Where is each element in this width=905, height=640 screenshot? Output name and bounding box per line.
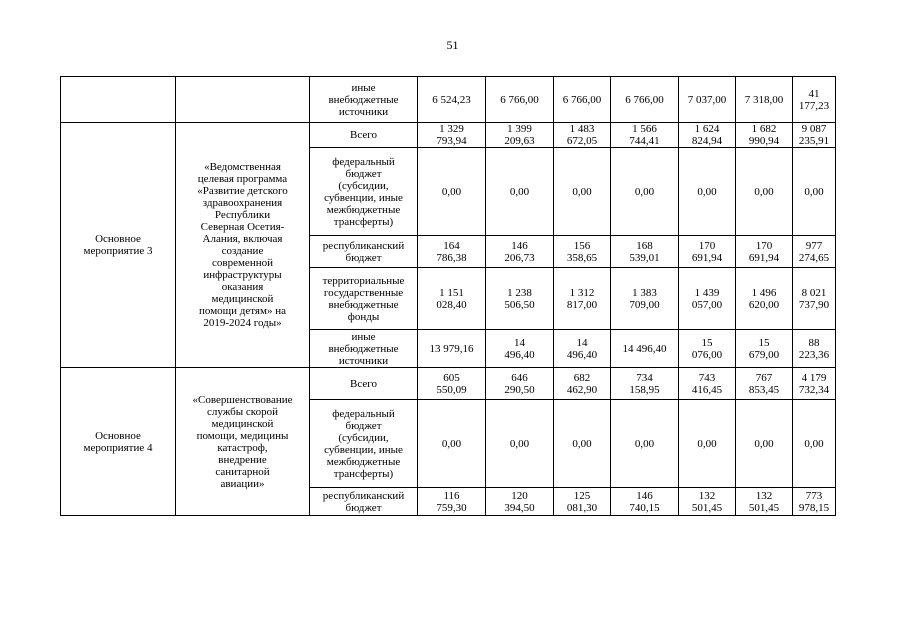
value-cell: 6 766,00: [486, 77, 554, 123]
value-cell: 8 021 737,90: [793, 268, 836, 330]
value-cell: 1 566 744,41: [611, 123, 679, 148]
value-cell: 743 416,45: [679, 368, 736, 400]
program-cell: [176, 77, 310, 123]
value-cell: 1 496 620,00: [736, 268, 793, 330]
value-cell: 7 037,00: [679, 77, 736, 123]
source-cell: иные внебюджетные источники: [310, 330, 418, 368]
value-cell: 682 462,90: [554, 368, 611, 400]
table-row: [61, 368, 836, 400]
table-row: [61, 77, 836, 123]
source-cell: республиканский бюджет: [310, 488, 418, 516]
source-cell: иные внебюджетные источники: [310, 77, 418, 123]
value-cell: 977 274,65: [793, 236, 836, 268]
value-cell: 9 087 235,91: [793, 123, 836, 148]
value-cell: 6 524,23: [418, 77, 486, 123]
value-cell: 734 158,95: [611, 368, 679, 400]
value-cell: 646 290,50: [486, 368, 554, 400]
table-row: [61, 123, 836, 148]
source-cell: республиканский бюджет: [310, 236, 418, 268]
value-cell: 1 483 672,05: [554, 123, 611, 148]
value-cell: 146 740,15: [611, 488, 679, 516]
value-cell: 14 496,40: [486, 330, 554, 368]
value-cell: 0,00: [793, 148, 836, 236]
value-cell: 0,00: [554, 148, 611, 236]
value-cell: 6 766,00: [611, 77, 679, 123]
value-cell: 14 496,40: [611, 330, 679, 368]
budget-table: [60, 76, 836, 516]
value-cell: 0,00: [736, 400, 793, 488]
value-cell: 0,00: [554, 400, 611, 488]
source-cell: федеральный бюджет (субсидии, субвенции, иные межбюджетные трансферты): [310, 148, 418, 236]
value-cell: 132 501,45: [736, 488, 793, 516]
program-cell: «Ведомственная целевая программа «Развитие детского здравоохранения Республики Северная Осетия- Алания, включая создание современной инфраструктуры оказания медицинской помощи детям» на 2019-2024 годы»: [176, 123, 310, 368]
value-cell: 1 439 057,00: [679, 268, 736, 330]
event-cell: Основное мероприятие 3: [61, 123, 176, 368]
source-cell: федеральный бюджет (субсидии, субвенции, иные межбюджетные трансферты): [310, 400, 418, 488]
value-cell: 170 691,94: [679, 236, 736, 268]
value-cell: 0,00: [679, 148, 736, 236]
value-cell: 120 394,50: [486, 488, 554, 516]
value-cell: 0,00: [736, 148, 793, 236]
page-number: 51: [446, 38, 459, 52]
value-cell: 605 550,09: [418, 368, 486, 400]
value-cell: 15 076,00: [679, 330, 736, 368]
source-cell: территориальные государственные внебюджетные фонды: [310, 268, 418, 330]
value-cell: 6 766,00: [554, 77, 611, 123]
source-cell: Всего: [310, 368, 418, 400]
value-cell: 132 501,45: [679, 488, 736, 516]
value-cell: 767 853,45: [736, 368, 793, 400]
value-cell: 7 318,00: [736, 77, 793, 123]
value-cell: 0,00: [611, 148, 679, 236]
value-cell: 15 679,00: [736, 330, 793, 368]
value-cell: 0,00: [418, 400, 486, 488]
value-cell: 170 691,94: [736, 236, 793, 268]
value-cell: 4 179 732,34: [793, 368, 836, 400]
value-cell: 773 978,15: [793, 488, 836, 516]
value-cell: 125 081,30: [554, 488, 611, 516]
value-cell: 14 496,40: [554, 330, 611, 368]
value-cell: 1 624 824,94: [679, 123, 736, 148]
value-cell: 0,00: [611, 400, 679, 488]
value-cell: 1 383 709,00: [611, 268, 679, 330]
value-cell: 41 177,23: [793, 77, 836, 123]
source-cell: Всего: [310, 123, 418, 148]
value-cell: 116 759,30: [418, 488, 486, 516]
value-cell: 1 329 793,94: [418, 123, 486, 148]
value-cell: 164 786,38: [418, 236, 486, 268]
value-cell: 168 539,01: [611, 236, 679, 268]
value-cell: 0,00: [486, 400, 554, 488]
event-cell: [61, 77, 176, 123]
value-cell: 0,00: [418, 148, 486, 236]
value-cell: 1 151 028,40: [418, 268, 486, 330]
value-cell: 146 206,73: [486, 236, 554, 268]
value-cell: 1 238 506,50: [486, 268, 554, 330]
value-cell: 0,00: [793, 400, 836, 488]
value-cell: 0,00: [486, 148, 554, 236]
value-cell: 1 682 990,94: [736, 123, 793, 148]
value-cell: 0,00: [679, 400, 736, 488]
value-cell: 156 358,65: [554, 236, 611, 268]
value-cell: 13 979,16: [418, 330, 486, 368]
event-cell: Основное мероприятие 4: [61, 368, 176, 516]
value-cell: 1 312 817,00: [554, 268, 611, 330]
program-cell: «Совершенствование службы скорой медицинской помощи, медицины катастроф, внедрение санитарной авиации»: [176, 368, 310, 516]
value-cell: 1 399 209,63: [486, 123, 554, 148]
value-cell: 88 223,36: [793, 330, 836, 368]
